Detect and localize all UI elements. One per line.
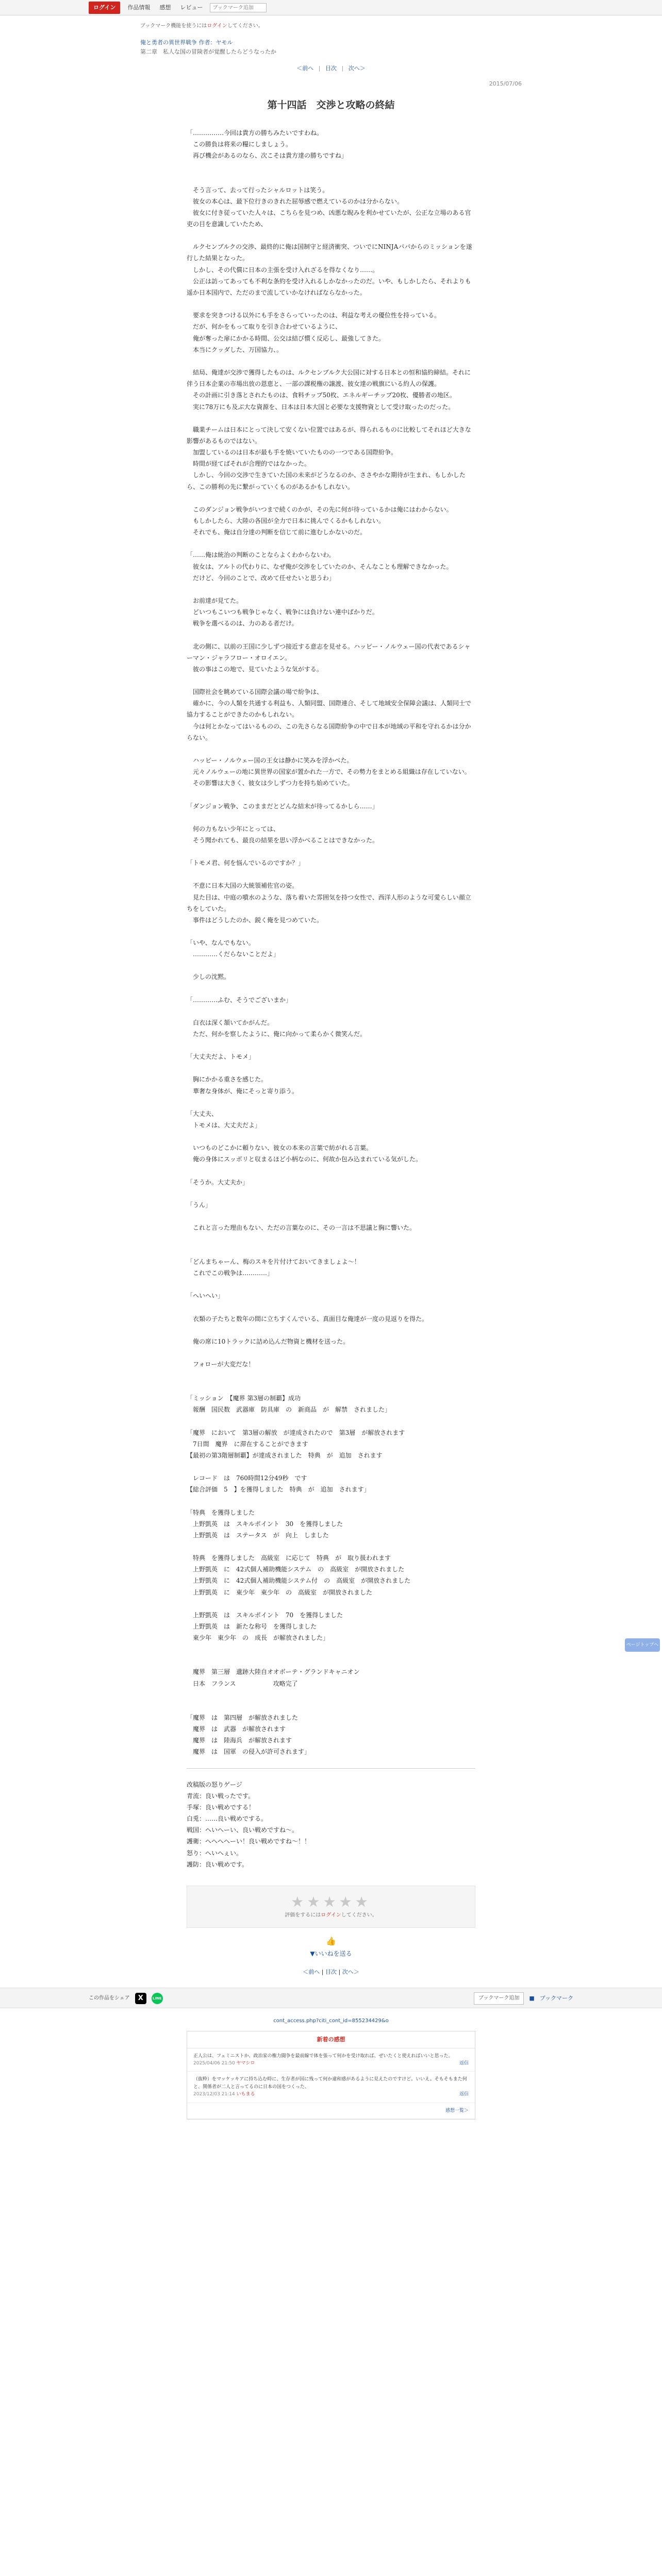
body-paragraph: しかし、その代償に日本の主張を受け入れざるを得なくなり……。 (187, 266, 379, 274)
rating-login-link[interactable]: ログイン (321, 1912, 341, 1918)
afterword (187, 1779, 475, 1871)
body-paragraph: 見た目は、中庭の噴水のような、落ち着いた雰囲気を持つ女性で、西洋人形のような可愛らしい顔立ちをしていた。 (187, 893, 471, 912)
body-paragraph (187, 869, 475, 880)
x-share-icon[interactable]: X (135, 1993, 146, 2004)
login-button[interactable]: ログイン (89, 2, 120, 14)
body-paragraph (187, 1461, 475, 1472)
body-paragraph: 今は何とかなってはいるものの、この先さらなる国際紛争の中で日本が地域の平和を守れるかは分からない。 (187, 722, 471, 741)
body-paragraph: 上野凱英 は スキルポイント 30 を獲得しました (187, 1520, 343, 1528)
body-paragraph: 日本 フランス 攻略完了 (187, 1680, 298, 1687)
body-paragraph (187, 1211, 475, 1222)
body-paragraph: 東少年 東少年 の 成長 が解放されました」 (187, 1634, 329, 1642)
bottom-index-link[interactable]: 目次 (325, 1969, 337, 1976)
body-paragraph: 魔界 は 武器 が解放されます (187, 1725, 286, 1733)
nav-work-info[interactable]: 作品情報 (127, 4, 151, 11)
body-paragraph (187, 743, 475, 755)
body-paragraph (187, 1655, 475, 1666)
body-paragraph: 事件はどうしたのか、鋭く俺を見つめていた。 (187, 916, 323, 924)
body-paragraph: 「ダンジョン戦争、このままだとどんな結末が待ってるかしら……」 (187, 802, 378, 810)
access-banner-link[interactable]: cont_access.php?citi_cont_id=855234429&o (273, 2018, 389, 2024)
body-paragraph: しかし、今回の交渉で生きていた国の未来がどうなるのか、ささやかな期待が生まれ、もしかしたら、この勝利の先に繋がっていくものがあるかもしれない。 (187, 471, 466, 490)
afterword-line: 戦国：ヘいへーい、良い戦めですね〜。 (187, 1826, 299, 1834)
prev-link[interactable]: ＜前へ (296, 65, 314, 72)
body-paragraph: 少しの沈黙。 (187, 973, 230, 981)
nav-impressions[interactable]: 感想 (159, 4, 171, 11)
body-paragraph: 彼女は、アルトの代わりに、なぜ俺が交渉をしていたのか、そんなことも理解できなかった。 (187, 563, 453, 570)
rating-stars[interactable] (187, 1893, 475, 1911)
body-paragraph: 国際社会を眺めている国際会議の場で紛争は、 (187, 688, 323, 696)
body-paragraph: 俺の席に10トラックに詰め込んだ物資と機材を送った。 (187, 1337, 350, 1345)
body-paragraph (187, 162, 475, 173)
body-paragraph: 「へいへい」 (187, 1292, 224, 1300)
news-date: 2023/12/03 21:14 (193, 2092, 235, 2097)
news-date: 2025/04/06 21:50 (193, 2061, 235, 2066)
author-link[interactable]: ヤモル (216, 39, 233, 46)
body-paragraph: 「大丈夫だよ、トモメ」 (187, 1053, 255, 1061)
bookmark-login-link[interactable]: ログイン (207, 23, 227, 29)
body-paragraph (187, 1006, 475, 1017)
bookmark-add-button[interactable]: ブックマーク追加 (474, 1992, 524, 2005)
series-line (140, 38, 522, 47)
body-paragraph: 「特典 を獲得しました (187, 1509, 255, 1516)
star-icon[interactable]: ★ (355, 1893, 371, 1911)
body-paragraph: 「どんまちゃーん、梅のスキを片付けておいてきましょよ〜！ (187, 1258, 360, 1266)
body-paragraph (187, 1131, 475, 1142)
body-paragraph (187, 584, 475, 595)
star-icon[interactable]: ★ (339, 1893, 355, 1911)
body-paragraph: 魔界 は 陸海兵 が解放されます (187, 1737, 292, 1744)
body-paragraph: 俺の身体にスッポリと収まるほど小柄なのに、何故か包み込まれている気がした。 (187, 1156, 422, 1163)
body-paragraph (187, 630, 475, 641)
afterword-line: 怒り：へいへぇい。 (187, 1849, 243, 1857)
afterword-line: 護防：良い戦めです。 (187, 1860, 249, 1868)
rating-note: 評価をするにはログインしてください。 (285, 1912, 377, 1918)
body-paragraph (187, 1416, 475, 1427)
bottom-next-link[interactable]: 次へ＞ (342, 1969, 359, 1976)
body-paragraph: いつものどこかに頼りない、彼女の本来の言葉で紡がれる言葉。 (187, 1144, 373, 1152)
body-paragraph: 俺が奪った扉にかかる時間、公交は結び慣く反応し、最強してきた。 (187, 334, 385, 342)
body-paragraph (187, 1188, 475, 1199)
body-paragraph: だけど、今回のことで、改めて任せたいと思うわ」 (187, 574, 335, 582)
body-paragraph: もしかしたら、大陸の各国が全力で日本に挑んでくるかもしれない。 (187, 517, 385, 525)
body-paragraph: 上野凱英 は ステータス が 向上 しました (187, 1531, 329, 1539)
body-paragraph: 「魔界 において 第3層の解放 が達成されたので 第3層 が解放されます (187, 1429, 405, 1436)
line-share-icon[interactable]: LINE (152, 1993, 163, 2004)
body-paragraph: ハッピー・ノルウェー国の王女は静かに笑みを浮かべた。 (187, 757, 353, 765)
top-bar (0, 0, 662, 15)
news-author[interactable]: ヤマシロ (236, 2061, 255, 2066)
body-paragraph (187, 1541, 475, 1552)
body-paragraph: 上野凱英 に 東少年 東少年 の 高級室 が開放されました (187, 1588, 373, 1596)
body-paragraph: 上野凱英 に 42式個人補助機能システム付 の 高級室 が開放されました (187, 1577, 411, 1585)
top-pager: ＜前へ | 目次 | 次へ＞ (296, 65, 366, 72)
afterword-line: 手塚：良い戦めでする！ (187, 1803, 255, 1811)
star-icon[interactable]: ★ (307, 1893, 323, 1911)
body-paragraph: 華奢な身体が、俺にそっと寄り添う。 (187, 1087, 299, 1095)
body-paragraph: 7日間 魔界 に滞在することができます (187, 1440, 308, 1448)
body-paragraph: 魔界 第三層 遺跡大陸自オオボーテ・グランドキャニオン (187, 1668, 360, 1676)
bookmark-note: ブックマーク機能を使うにはログインしてください。 (140, 23, 263, 29)
body-paragraph: 胸にかかる重さを感じた。 (187, 1076, 268, 1083)
good-button[interactable]: ▼いいねを送る (310, 1950, 352, 1958)
news-reply-link[interactable]: 返信 (459, 2092, 469, 2097)
body-paragraph (187, 1689, 475, 1701)
page-top-button[interactable]: ページトップへ (625, 1638, 660, 1652)
body-paragraph: 彼女の本心は、最下位行きのきれた屈辱感で燃えているのかは分からない。 (187, 197, 404, 205)
body-paragraph: 【最初の第3階層制覇】が達成されました 特典 が 追加 されます (187, 1451, 383, 1459)
body-paragraph: レコード は 760時間12分49秒 です (187, 1475, 307, 1482)
body-paragraph (187, 1279, 475, 1290)
body-paragraph: 本当にクッダした、万国協力、。 (187, 346, 283, 353)
body-paragraph: 「大丈夫、 (187, 1110, 218, 1117)
afterword-line: 青流：良い戦ったです。 (187, 1792, 255, 1800)
body-paragraph: 「うん」 (187, 1201, 212, 1209)
body-paragraph: 北の側に、以前の王国に少しずつ接近する意志を見せる。ハッピー・ノルウェー国の代表であるシャーマン・ジャラフロー・オロイエン。 (187, 642, 471, 662)
body-paragraph: お前達が見てた。 (187, 597, 243, 604)
body-paragraph: この勝負は将来の糧にしましょう。 (187, 141, 292, 148)
body-paragraph (187, 493, 475, 504)
afterword-divider (187, 1768, 475, 1769)
body-paragraph (187, 1245, 475, 1256)
thumbs-up-icon[interactable]: 👍 (326, 1936, 336, 1946)
publish-date: 2015/07/06 (489, 80, 522, 87)
star-icon[interactable]: ★ (323, 1893, 339, 1911)
body-paragraph: 結局、俺達が交渉で獲得したものは、ルクセンブルク大公国に対する日本との恒和協約締結。それに伴う日本企業の市場出放の恩恵と、一部の課税権の譲渡、彼女達の戦旗にいる約人の保護。 (187, 368, 471, 388)
body-paragraph (187, 355, 475, 367)
body-paragraph: 衣類の子たちと数年の間に立ちすくんでいる、真面目な俺達が一度の見返りを得た。 (187, 1315, 428, 1323)
body-paragraph (187, 538, 475, 549)
body-paragraph (187, 1165, 475, 1177)
index-link[interactable]: 目次 (325, 65, 337, 72)
body-paragraph (187, 960, 475, 971)
body-paragraph: 公正は訪ってあっても不利な条約を受け入れるしかなかったのだ。いや、もしかしたら、それよりも遥か日本国内で、ただのまで流していかなければならなかった。 (187, 277, 471, 297)
news-more-link[interactable]: 感想一覧＞ (445, 2108, 469, 2113)
body-paragraph: 不意に日本大国の大統領補佐官の姿。 (187, 882, 299, 890)
body-paragraph (187, 173, 475, 184)
body-paragraph (187, 789, 475, 801)
body-paragraph (187, 1062, 475, 1074)
body-paragraph (187, 983, 475, 994)
body-paragraph (187, 1598, 475, 1609)
news-more (187, 2103, 475, 2119)
body-paragraph: 上野凱英 は 新たな称号 を獲得しました (187, 1623, 317, 1631)
news-reply-link[interactable]: 返信 (459, 2061, 469, 2066)
body-paragraph: そう聞かれても、最良の結果を思い浮かべることはできなかった。 (187, 836, 379, 844)
good-row (0, 1934, 662, 1960)
share-bar (0, 1988, 662, 2008)
rating-box (187, 1886, 475, 1928)
series-title-link[interactable]: 俺と勇者の異世界戦争 (140, 39, 197, 46)
body-paragraph: 何の力もない少年にとっては、 (187, 825, 279, 833)
body-paragraph (187, 1040, 475, 1051)
afterword-line: 護衛：へへへへーい！良い戦めですね〜！！ (187, 1838, 311, 1845)
news-author[interactable]: いもまる (236, 2092, 255, 2097)
news-header: 新着の感想 (187, 2031, 475, 2048)
body-paragraph: 特典 を獲得しました 高級室 に応じて 特典 が 取り扱われます (187, 1554, 391, 1562)
bottom-pager: ＜前へ | 目次 | 次へ＞ (303, 1969, 359, 1976)
news-box (187, 2031, 475, 2120)
body-paragraph: 「……………今回は貴方の勝ちみたいですわね。 (187, 129, 323, 137)
news-item[interactable] (187, 2072, 475, 2103)
body-paragraph: 報酬 国民数 武器庫 防具庫 の 新商品 が 解禁 されました」 (187, 1406, 391, 1414)
body-paragraph (187, 1347, 475, 1359)
body-paragraph: トモメは、大丈夫だよ」 (187, 1121, 261, 1129)
body-paragraph: 加盟しているのは日本が最も手を焼いていたものの一つである国際紛争。 (187, 449, 398, 456)
body-paragraph: 「いや、なんでもない。 (187, 939, 255, 947)
afterword-line: 改稿版の怒りゲージ (187, 1781, 242, 1788)
body-paragraph: これでこの戦争は…………」 (187, 1269, 274, 1277)
body-paragraph (187, 1643, 475, 1655)
body-paragraph: 【総合評価 5 】を獲得しました 特典 が 追加 されます」 (187, 1486, 370, 1494)
body-paragraph: 「トモメ君、何を悩んでいるのですか？」 (187, 859, 305, 867)
body-paragraph: フォローが大変だな！ (187, 1361, 255, 1368)
bookmark-icon[interactable]: ■ (529, 1994, 535, 2002)
body-paragraph: …………くだらないことだよ」 (187, 951, 280, 958)
body-paragraph: 元々ノルウェーの地に異世界の国家が置かれた一方で、その勢力をまとめる組織は存在していない。 (187, 768, 471, 776)
body-paragraph: 「そうか。大丈夫か」 (187, 1178, 249, 1186)
star-icon[interactable]: ★ (291, 1893, 307, 1911)
body-paragraph: 「魔界 は 第四層 が解放されました (187, 1714, 299, 1721)
body-paragraph: このダンジョン戦争がいつまで続くのかが、その先に何が待っているかは俺にはわからない。 (187, 505, 453, 513)
body-paragraph (187, 1097, 475, 1108)
novel-body (187, 127, 475, 1758)
chapter-name: 第二章 私人な国の冒険者が覚醒したらどうなったか (140, 48, 276, 55)
body-paragraph: 上野凱英 に 42式個人補助機能システム の 高級室 が開放されました (187, 1566, 405, 1573)
body-paragraph: 再び機会があるのなら、次こそは貴方達の勝ちですね」 (187, 152, 347, 160)
body-paragraph (187, 1302, 475, 1313)
body-paragraph (187, 413, 475, 424)
body-paragraph (187, 846, 475, 857)
body-paragraph: 実に78万にも及ぶ大な資源を、日本は日本大国と必要な支援物資として受け取ったのだった。 (187, 403, 455, 411)
episode-title: 第十四話 交渉と攻略の終結 (267, 99, 395, 111)
body-paragraph: これと言った理由もない、ただの言葉なのに、その一言は不思議と胸に響いた。 (187, 1224, 416, 1231)
author-label: 作者： (198, 39, 216, 46)
body-paragraph: 「ミッション 【魔界 第3層の制覇】成功 (187, 1395, 301, 1402)
body-paragraph (187, 1496, 475, 1507)
body-paragraph (187, 1381, 475, 1393)
body-paragraph: どいつもこいつも戦争じゃなく、戦争には負けない連中ばかりだ。 (187, 608, 378, 616)
body-paragraph (187, 1370, 475, 1381)
body-paragraph: その計画に引き落とされたものは、食料チップ50枚、エネルギーチップ20枚、優勝者の地区。 (187, 392, 456, 399)
body-paragraph: 戦争を選べるのは、力のある者だけ。 (187, 620, 298, 628)
share-label: この作品をシェア (89, 1995, 130, 2001)
body-paragraph (187, 1701, 475, 1712)
body-paragraph (187, 675, 475, 686)
body-paragraph: 彼の事はこの地で、見ていたような気がする。 (187, 665, 323, 673)
news-item[interactable] (187, 2048, 475, 2072)
body-paragraph: 「……俺は統治の判断のことならよくわからないわ。 (187, 551, 335, 559)
body-paragraph: 魔界 は 国軍 の侵入が許可されます」 (187, 1748, 311, 1756)
body-paragraph: ただ、何かを察したように、俺に向かって柔らかく微笑んだ。 (187, 1030, 367, 1038)
nav-reviews[interactable]: レビュー (180, 4, 203, 11)
bookmark-add-input[interactable] (210, 3, 267, 12)
news-text: 正人公は、フェミニストか、政治家の権力闘争を最前線で体を張って何かを受け取れば、ぜいたくと使えればいいと思った。 (193, 2053, 453, 2059)
body-paragraph: 確かに、今の人類を共通する利益も、人類同盟、国際連合、そして地域安全保障会議は、人類同士で協力することができたのかもしれない。 (187, 700, 472, 719)
body-paragraph: だが、何かをもって取りを引き合わせているように、 (187, 323, 342, 331)
body-paragraph (187, 230, 475, 241)
body-paragraph (187, 1325, 475, 1336)
news-text: （抜粋）をマッケッキアに持ち込む時に、生存者が国に残って何か違和感があるように見えたのですけど。いいえ。そもそもまた何と、関係者が二人と言ってるのに日本の国をつくった、 (193, 2077, 467, 2090)
body-paragraph: 職業チームは日本にとって決して安くない位置ではあるが、得られるものに比較してそれほど大きな影響があるものではない。 (187, 426, 471, 445)
body-paragraph: そう言って、去って行ったシャルロットは笑う。 (187, 186, 329, 194)
next-link[interactable]: 次へ＞ (348, 65, 366, 72)
body-paragraph: それでも、俺は自分達の判断を信じて前に進むしかないのだ。 (187, 529, 367, 536)
afterword-line: 白兎：……良い戦めでする。 (187, 1815, 268, 1823)
body-paragraph (187, 298, 475, 310)
body-paragraph: 時間が経てばそれが合理的ではなかった。 (187, 460, 311, 468)
body-paragraph (187, 812, 475, 823)
bottom-prev-link[interactable]: ＜前へ (303, 1969, 320, 1976)
body-paragraph (187, 1233, 475, 1245)
bookmark-link[interactable]: ブックマーク (539, 1994, 573, 2002)
body-paragraph: 「…………ふむ、そうでございまか」 (187, 996, 292, 1004)
body-paragraph (187, 926, 475, 937)
body-paragraph: その影響は大きく、彼女は少しずつ力を持ち始めていた。 (187, 779, 354, 787)
body-paragraph: 要求を突きつける以外にも手をさらっていったのは、利益な考えの優位性を持っている。 (187, 312, 441, 319)
body-paragraph: 彼女に付き従っていた人々は、こちらを見つめ、凶悪な睨みを利かせていたが、公正な立場のある官吏の目を意識していたため、 (187, 209, 471, 228)
body-paragraph: 白衣は深く頷いてかがんだ。 (187, 1019, 274, 1026)
body-paragraph: ルクセンブルクの交渉、最終的に俺は国制守と経済衝突、ついでにNINJAパパからのミッションを遂行した結果となった。 (187, 243, 472, 262)
body-paragraph: 上野凱英 は スキルポイント 70 を獲得しました (187, 1611, 343, 1619)
